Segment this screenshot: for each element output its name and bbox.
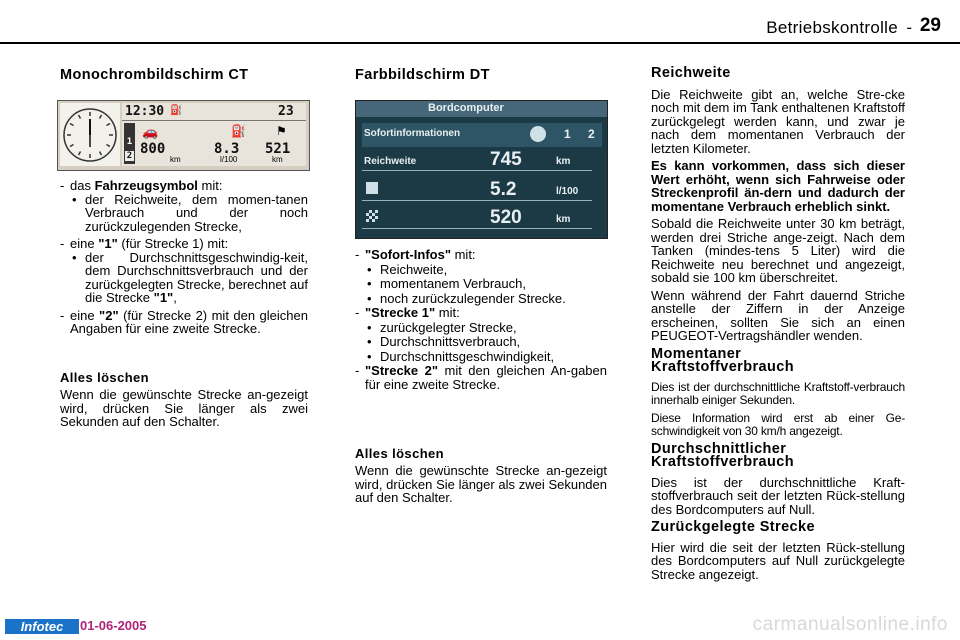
header-rule bbox=[0, 42, 960, 44]
lcd-value-distance: 521 bbox=[265, 141, 291, 157]
average-consumption-heading-2: Kraftstoffverbrauch bbox=[651, 454, 794, 470]
list-item: - "Strecke 2" mit den gleichen An-gaben für eine zweite Strecke. bbox=[355, 363, 607, 392]
range-text-2: Es kann vorkommen, dass sich dieser Wert erhöht, wenn sich Fahrweise oder Streckenprofil än-dern und dadurch der momentane Verbrauch erheblich sinkt. bbox=[651, 158, 905, 214]
page-number: 29 bbox=[919, 15, 941, 36]
reset-text-left: Wenn die gewünschte Strecke an-gezeigt wird, drücken Sie länger als zwei Sekunden auf den Schalter. bbox=[60, 387, 308, 429]
bullet-item: • Durchschnittsgeschwindigkeit, bbox=[355, 350, 607, 364]
infotec-logo: Infotec bbox=[5, 619, 79, 634]
average-consumption-heading-1: Durchschnittlicher bbox=[651, 440, 787, 457]
fuel-icon: ⛽ bbox=[231, 124, 246, 138]
mono-screen-heading: Monochrombildschirm CT bbox=[60, 67, 249, 83]
reset-text-middle: Wenn die gewünschte Strecke an-gezeigt wird, drücken Sie länger als zwei Sekunden auf den Schalter. bbox=[355, 463, 607, 505]
lcd-time: 12:30 bbox=[125, 104, 165, 119]
color-row-consumption: 5.2 l/100 bbox=[362, 179, 602, 203]
bullet-item: • noch zurückzulegender Strecke. bbox=[355, 292, 607, 306]
trip-2-label: 2 bbox=[126, 151, 133, 161]
color-screen-title: Bordcomputer bbox=[428, 102, 504, 114]
color-row-sofort: Sofortinformationen 1 2 bbox=[362, 123, 602, 147]
color-screen-heading: Farbbildschirm DT bbox=[355, 67, 490, 83]
color-row-distance: 520 km bbox=[362, 207, 602, 231]
range-text-1: Die Reichweite gibt an, welche Stre-cke noch mit dem im Tank enthaltenen Kraftstoff zurückgelegt werden kann, und zwar je nach dem momentanen Verbrauch der letzten Kilometer. bbox=[651, 86, 905, 156]
lcd-unit-km-1: km bbox=[170, 155, 181, 164]
bullet-item: • Durchschnittsverbrauch, bbox=[355, 335, 607, 349]
pump-icon bbox=[366, 182, 378, 194]
lcd-value-consumption: 8.3 bbox=[214, 141, 240, 157]
distance-heading: Zurückgelegte Strecke bbox=[651, 519, 815, 535]
current-consumption-text-2: Diese Information wird erst ab einer Ge-schwindigkeit von 30 km/h angezeigt. bbox=[651, 410, 905, 438]
color-row-range: Reichweite 745 km bbox=[362, 149, 602, 173]
color-description bbox=[355, 248, 607, 395]
list-item: - das Fahrzeugsymbol mit: bbox=[60, 178, 223, 193]
list-item: - "Strecke 1" mit: bbox=[355, 305, 460, 320]
current-consumption-heading-1: Momentaner bbox=[651, 345, 742, 362]
lcd-value-range: 800 bbox=[140, 141, 166, 157]
flag-icon: ⚑ bbox=[276, 124, 287, 138]
bullet-item: • der Reichweite, dem momen-tanen Verbrauch und der noch zurückzulegenden Strecke, bbox=[60, 193, 308, 234]
range-text-4: Wenn während der Fahrt dauernd Striche anstelle der Ziffern in der Anzeige erscheinen, sollten Sie sich an einen PEUGEOT-Vertragshändler wenden. bbox=[651, 287, 905, 343]
reset-heading-left: Alles löschen bbox=[60, 370, 150, 385]
reset-heading-middle: Alles löschen bbox=[355, 446, 445, 461]
lcd-unit-km-2: km bbox=[272, 155, 283, 164]
mono-lcd bbox=[122, 103, 306, 166]
average-consumption-text: Dies ist der durchschnittliche Kraft-stoffverbrauch seit der letzten Rück-stellung des Bordcomputers auf Null. bbox=[651, 474, 905, 517]
fuel-gauge-icon bbox=[530, 126, 546, 142]
lcd-divider bbox=[122, 120, 306, 121]
car-icon: 🚗 bbox=[142, 124, 159, 139]
bullet-item: • der Durchschnittsgeschwindig-keit, dem Durchschnittsverbrauch und der zurückgelegten Strecke, berechnet auf die Strecke "1", bbox=[60, 251, 308, 305]
lcd-temperature: 23 bbox=[278, 104, 294, 119]
current-consumption-heading-2: Kraftstoffverbrauch bbox=[651, 359, 794, 375]
color-display-image bbox=[355, 100, 608, 239]
bullet-item: • zurückgelegter Strecke, bbox=[355, 321, 607, 335]
header-separator: - bbox=[906, 18, 912, 37]
fuel-pump-icon: ⛽ bbox=[170, 105, 183, 116]
range-text-3: Sobald die Reichweite unter 30 km beträgt, werden drei Striche ange-zeigt. Nach dem Tanken (mindes-tens 5 Liter) wird die Reichweite neu berechnet und angezeigt, sobald sie 100 km überschreitet. bbox=[651, 216, 905, 285]
right-column bbox=[651, 67, 905, 585]
flag-icon bbox=[366, 210, 378, 222]
list-item: - eine "1" (für Strecke 1) mit: bbox=[60, 236, 229, 251]
list-item: - eine "2" (für Strecke 2) mit den gleichen Angaben für eine zweite Strecke. bbox=[60, 307, 308, 336]
distance-text: Hier wird die seit der letzten Rück-stellung des Bordcomputers auf Null zurückgelegte Strecke angezeigt. bbox=[651, 539, 905, 582]
watermark: carmanualsonline.info bbox=[752, 614, 948, 635]
list-item: - "Sofort-Infos" mit: bbox=[355, 247, 476, 262]
clock-icon bbox=[60, 103, 120, 166]
bullet-item: • momentanem Verbrauch, bbox=[355, 277, 607, 291]
mono-display-image bbox=[57, 100, 310, 171]
range-heading: Reichweite bbox=[651, 65, 731, 81]
page-section-title: Betriebskontrolle bbox=[766, 18, 898, 37]
bullet-item: • Reichweite, bbox=[355, 263, 607, 277]
lcd-unit-l100: l/100 bbox=[220, 155, 238, 164]
footer-date: 01-06-2005 bbox=[80, 618, 147, 633]
mono-description bbox=[60, 179, 308, 340]
trip-1-label: 1 bbox=[126, 137, 133, 147]
color-titlebar bbox=[356, 101, 607, 117]
current-consumption-text-1: Dies ist der durchschnittliche Kraftstoff-verbrauch innerhalb einiger Sekunden. bbox=[651, 379, 905, 407]
